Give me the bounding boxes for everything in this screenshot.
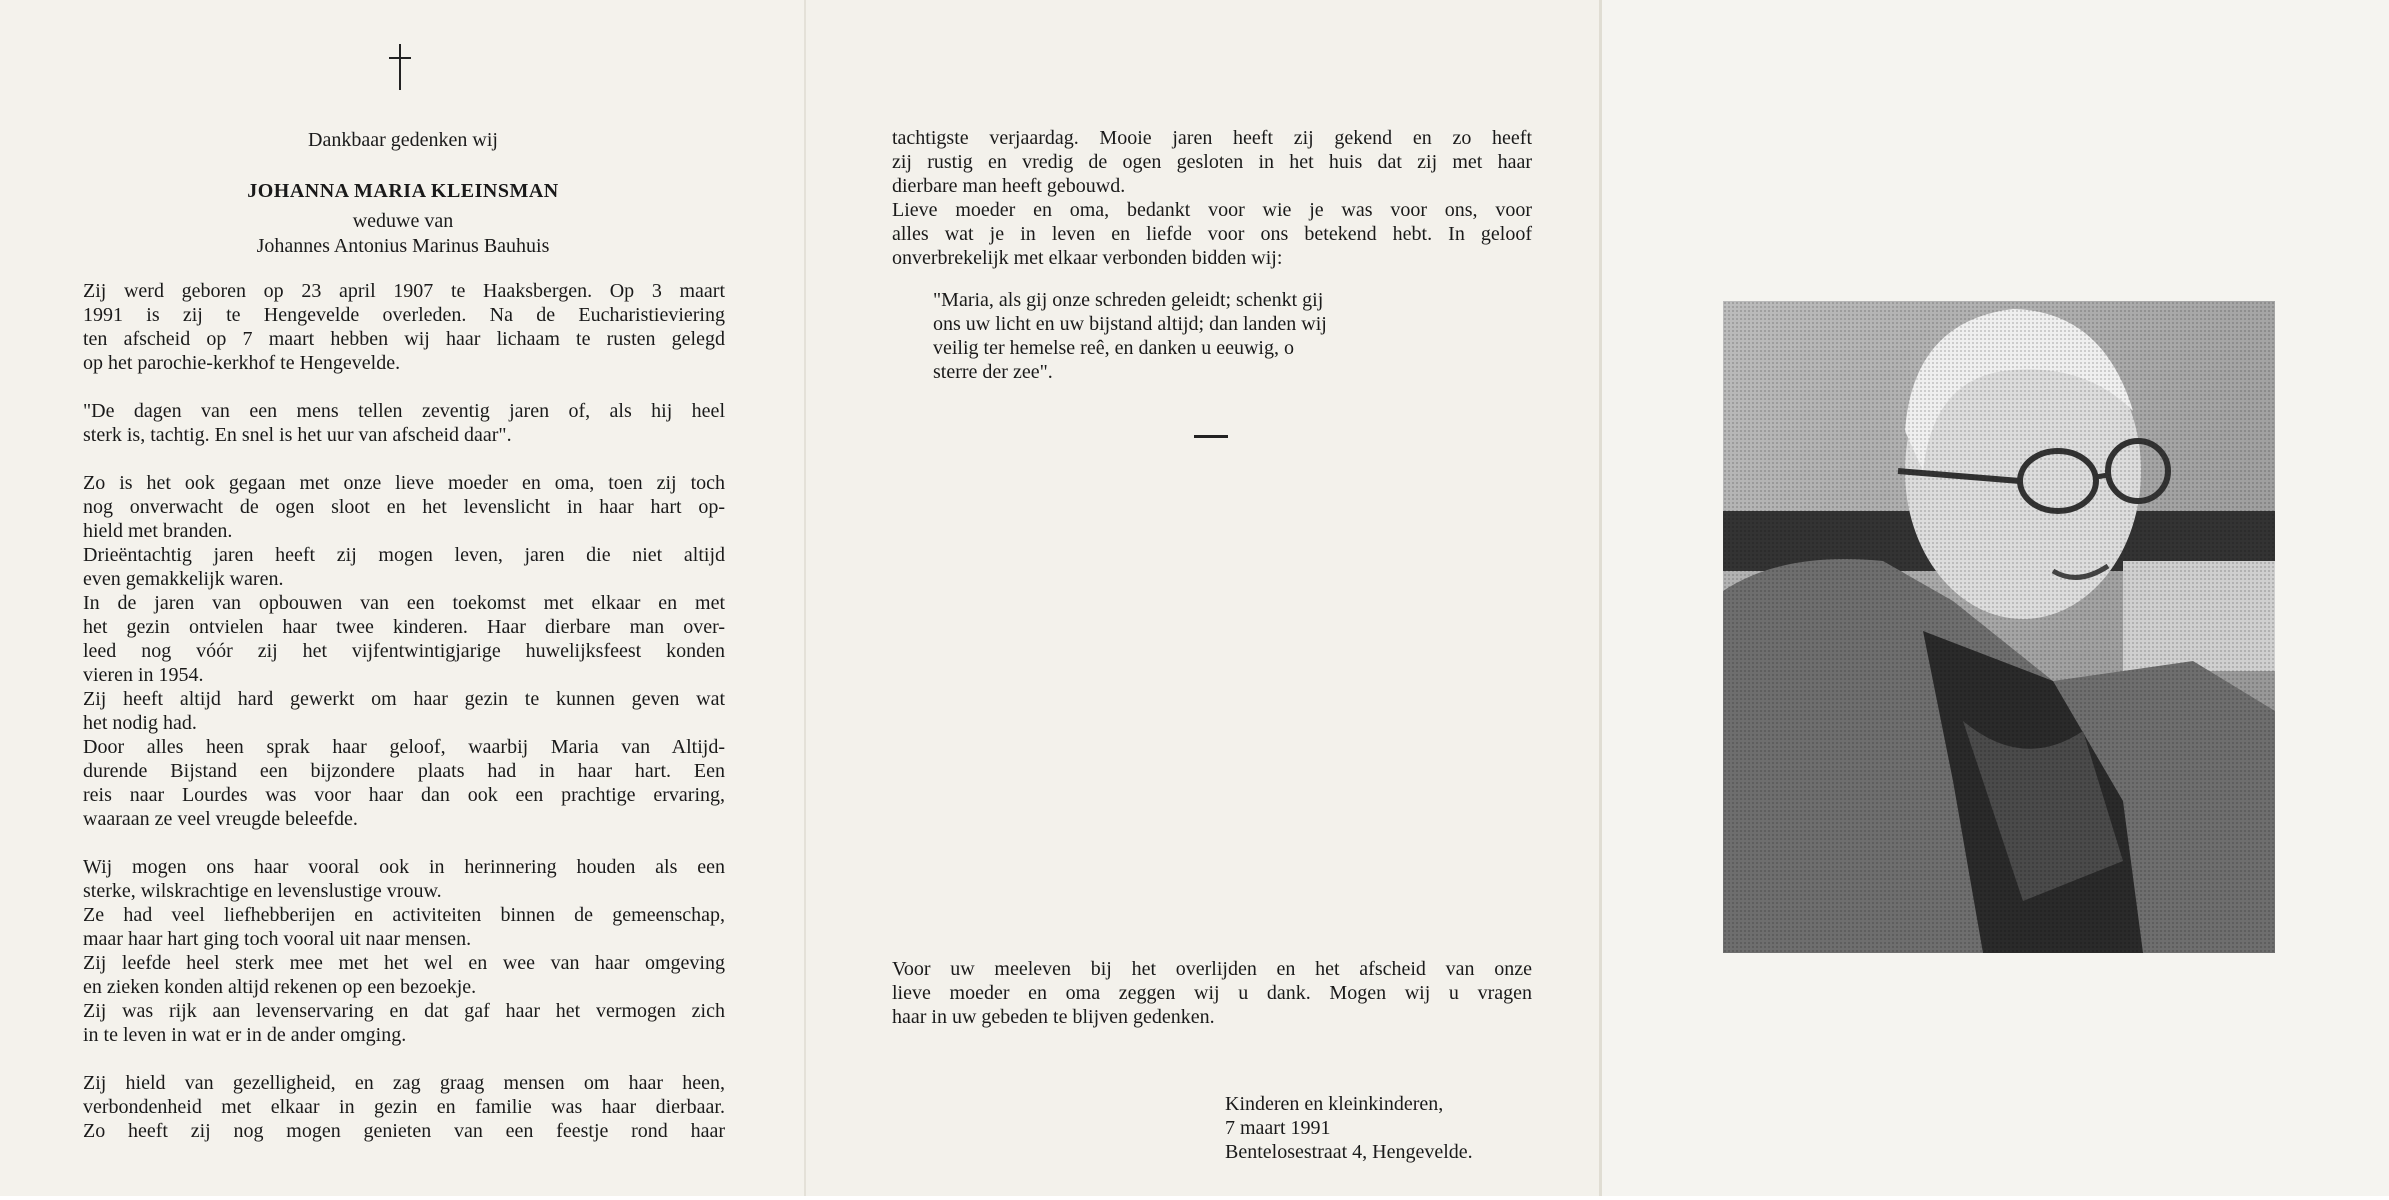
text-line: leed nog vóór zij het vijfentwintigjarige huwelijksfeest konden xyxy=(83,640,725,662)
text-line: en zieken konden altijd rekenen op een bezoekje. xyxy=(83,976,477,998)
text-line: Zij was rijk aan levenservaring en dat gaf haar het vermogen zich xyxy=(83,1000,725,1022)
text-line: Zij hield van gezelligheid, en zag graag mensen om haar heen, xyxy=(83,1072,725,1094)
deceased-name: JOHANNA MARIA KLEINSMAN xyxy=(247,180,559,202)
cross-icon xyxy=(387,44,413,92)
text-line: 7 maart 1991 xyxy=(1225,1117,1331,1139)
text-line: vieren in 1954. xyxy=(83,664,204,686)
text-line: Zo heeft zij nog mogen genieten van een feestje rond haar xyxy=(83,1120,725,1142)
text-line: waaraan ze veel vreugde beleefde. xyxy=(83,808,358,830)
text-line: Lieve moeder en oma, bedankt voor wie je was voor ons, voor xyxy=(892,199,1532,221)
text-line: nog onverwacht de ogen sloot en het levenslicht in haar hart op- xyxy=(83,496,725,518)
thanks-text xyxy=(892,957,1532,1029)
text-line: Zij leefde heel sterk mee met het wel en wee van haar omgeving xyxy=(83,952,725,974)
prayer-verse xyxy=(933,288,1453,384)
text-line: "De dagen van een mens tellen zeventig jaren of, als hij heel xyxy=(83,400,725,422)
spouse-name: Johannes Antonius Marinus Bauhuis xyxy=(256,235,550,257)
text-line: even gemakkelijk waren. xyxy=(83,568,284,590)
text-line: zij rustig en vredig de ogen gesloten in het huis dat zij met haar xyxy=(892,151,1532,173)
text-line: dierbare man heeft gebouwd. xyxy=(892,175,1126,197)
text-line: tachtigste verjaardag. Mooie jaren heeft zij gekend en zo heeft xyxy=(892,127,1532,149)
text-line: sterk is, tachtig. En snel is het uur van afscheid daar". xyxy=(83,424,512,446)
text-line: Zo is het ook gegaan met onze lieve moeder en oma, toen zij toch xyxy=(83,472,725,494)
text-line: Wij mogen ons haar vooral ook in herinnering houden als een xyxy=(83,856,725,878)
text-line: haar in uw gebeden te blijven gedenken. xyxy=(892,1006,1215,1028)
text-line: Zij heeft altijd hard gewerkt om haar gezin te kunnen geven wat xyxy=(83,688,725,710)
signature-block xyxy=(1225,1092,1545,1164)
text-line: 1991 is zij te Hengevelde overleden. Na de Eucharistieviering xyxy=(83,304,725,326)
text-line: Door alles heen sprak haar geloof, waarbij Maria van Altijd- xyxy=(83,736,725,758)
card-left-panel xyxy=(0,0,806,1200)
text-line: op het parochie-kerkhof te Hengevelde. xyxy=(83,352,401,374)
left-body-text xyxy=(83,279,725,1143)
text-line: sterke, wilskrachtige en levenslustige vrouw. xyxy=(83,880,442,902)
text-line: Voor uw meeleven bij het overlijden en het afscheid van onze xyxy=(892,958,1532,980)
text-line: "Maria, als gij onze schreden geleidt; schenkt gij xyxy=(933,289,1324,311)
text-line: het gezin ontvielen haar twee kinderen. Haar dierbare man over- xyxy=(83,616,725,638)
text-line: alles wat je in leven en liefde voor ons betekend hebt. In geloof xyxy=(892,223,1532,245)
separator-dash xyxy=(1194,435,1228,438)
text-line: hield met branden. xyxy=(83,520,233,542)
text-line: sterre der zee". xyxy=(933,361,1053,383)
text-line: ons uw licht en uw bijstand altijd; dan landen wij xyxy=(933,313,1327,335)
page-bottom-edge xyxy=(0,1196,2389,1200)
text-line: onverbrekelijk met elkaar verbonden bidden wij: xyxy=(892,247,1283,269)
text-line: ten afscheid op 7 maart hebben wij haar lichaam te rusten gelegd xyxy=(83,328,725,350)
text-line: veilig ter hemelse reê, en danken u eeuwig, o xyxy=(933,337,1294,359)
text-line: in te leven in wat er in de ander omging. xyxy=(83,1024,407,1046)
text-line: maar haar hart ging toch vooral uit naar mensen. xyxy=(83,928,472,950)
text-line: reis naar Lourdes was voor haar dan ook een prachtige ervaring, xyxy=(83,784,725,806)
middle-body-text xyxy=(892,126,1532,270)
text-line: Drieëntachtig jaren heeft zij mogen leven, jaren die niet altijd xyxy=(83,544,725,566)
intro-line: Dankbaar gedenken wij xyxy=(308,129,498,151)
text-line: Zij werd geboren op 23 april 1907 te Haaksbergen. Op 3 maart xyxy=(83,280,725,302)
text-line: Bentelosestraat 4, Hengevelde. xyxy=(1225,1141,1473,1163)
text-line: het nodig had. xyxy=(83,712,197,734)
text-line: Ze had veel liefhebberijen en activiteiten binnen de gemeenschap, xyxy=(83,904,725,926)
text-line: lieve moeder en oma zeggen wij u dank. Mogen wij u vragen xyxy=(892,982,1532,1004)
text-line: verbondenheid met elkaar in gezin en familie was haar dierbaar. xyxy=(83,1096,725,1118)
text-line: Kinderen en kleinkinderen, xyxy=(1225,1093,1444,1115)
text-line: durende Bijstand een bijzondere plaats had in haar hart. Een xyxy=(83,760,725,782)
relation-line: weduwe van xyxy=(352,210,454,232)
portrait-photo xyxy=(1723,301,2275,953)
text-line: In de jaren van opbouwen van een toekomst met elkaar en met xyxy=(83,592,725,614)
